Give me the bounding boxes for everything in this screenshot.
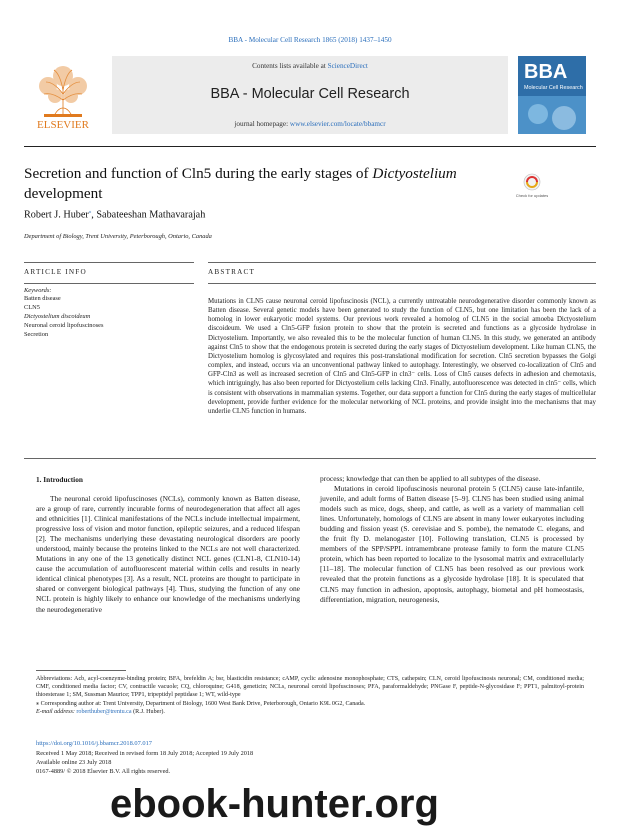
title-italic: Dictyostelium [372, 165, 457, 182]
title-part1: Secretion and function of Cln5 during the early stages of [24, 165, 373, 182]
email-label: E-mail address: [36, 708, 77, 715]
journal-cover-image[interactable] [518, 56, 586, 134]
received-dates: Received 1 May 2018; Received in revised form 18 July 2018; Accepted 19 July 2018 [36, 750, 254, 757]
email-link[interactable]: roberthuber@trentu.ca [76, 708, 132, 715]
article-title [24, 164, 474, 204]
journal-title: BBA - Molecular Cell Research [210, 86, 410, 102]
article-info-heading: ARTICLE INFO [24, 268, 87, 276]
abstract-bottom-rule [24, 458, 596, 459]
affiliation: Department of Biology, Trent University, Peterborough, Ontario, Canada [24, 233, 212, 240]
keyword: Secretion [24, 331, 49, 338]
authors [24, 209, 205, 220]
abstract-text: Mutations in CLN5 cause neuronal ceroid lipofuscinosis (NCL), a currently untreatable neurodegenerative disorder commonly known as Batten disease. Several genetic models have been generated to study the function of CLN5, but one limitation has been the lack of a homolog in lower eukaryotic model systems. Our previous work revealed a homolog of CLN5 in the social amoeba Dictyostelium discoideum. We used a Cln5-GFP fusion protein to show that the protein is secreted and functions as a glycoside hydrolase in Dictyostelium. Importantly, we also revealed this to be the molecular function of human CLN5. In this study, we generated an antibody against Cln5 to show that the endogenous protein is secreted during the early stages of Dictyostelium development. Like human CLN5, the Dictyostelium homolog is glycosylated and requires this post-translational modification for secretion. Cln5 secretion bypasses the Golgi complex, and instead, occurs via an unconventional pathway linked to autophagy. Interestingly, we observed co-localization of Cln5 and GFP-Cln3 as well as increased secretion of Cln5 and Cln5-GFP in cln3⁻ cells. Loss of Cln5 causes defects in adhesion and chemotaxis, which intriguingly, has also been reported for Dictyostelium cells lacking Cln3. Finally, autofluorescence was detected in cln5⁻ cells, which is consistent with observations in mammalian systems. Together, our data support a function for Cln5 during the early stages of multicellular development, provide further evidence for the molecular networking of NCL proteins, and provide insight into the mechanisms that may underlie CLN5 function in humans. [208, 298, 596, 415]
elsevier-logo-text: ELSEVIER [37, 119, 89, 131]
sciencedirect-link[interactable]: ScienceDirect [327, 62, 368, 70]
email-suffix: (R.J. Huber). [131, 708, 165, 715]
keywords-block [24, 287, 194, 339]
corresponding-mark[interactable]: ⁎ [88, 210, 92, 215]
keyword: CLN5 [24, 304, 40, 311]
abstract-rule-2 [208, 283, 596, 284]
contents-prefix: Contents lists available at [252, 62, 328, 70]
cover-title: BBA [524, 61, 568, 83]
author-2[interactable]: , Sabateeshan Mathavarajah [91, 209, 206, 221]
watermark: ebook-hunter.org [110, 782, 439, 826]
check-updates-label: Check for updates [516, 193, 548, 198]
footnote-rule [36, 670, 126, 671]
article-info-rule [24, 262, 194, 263]
introduction-left-column: The neuronal ceroid lipofuscinoses (NCLs), commonly known as Batten disease, are a group of rare, currently incurable forms of neurodegeneration that affect all ages and ethnicities [1]. Clinical manifestations of the NCLs include intellectual impairment, progressive loss of vision and motor function, epileptic seizures, and a reduced lifespan [2]. The mechanisms underlying these devastating neurological disorders are poorly understood, mainly because the proteins linked to the NCLs are not well characterized. Mutations in any one of the 13 genetically distinct NCL genes (CLN1-8, CLN10-14) cause the accumulation of autofluorescent material within cells and results in nearly identical clinical phenotypes [3]. As a result, NCL proteins are thought to participate in shared or convergent biological pathways [4]. Thus, studying the function of any one NCL protein is highly likely to enhance our knowledge of the mechanisms underlying the neurodegenerative [36, 494, 300, 614]
author-1[interactable]: Robert J. Huber [24, 209, 89, 221]
keyword: Neuronal ceroid lipofuscinoses [24, 322, 104, 329]
introduction-heading: 1. Introduction [36, 475, 83, 484]
elsevier-logo [24, 56, 102, 134]
keywords-label: Keywords: [24, 287, 52, 294]
journal-header-box [112, 56, 508, 134]
abbreviations-note: Abbreviations: Acb, acyl-coenzyme-binding protein; BFA, brefeldin A; bsr, blasticidin resistance; cAMP, cyclic adenosine monophosphate; CTS, cathepsin; CLN, ceroid lipofuscinosis neuronal; CM, conditioned media; CMF, conditioned media factor; CV, contractile vacuole; CQ, chloroquine; G418, geneticin; NCLs, neuronal ceroid lipofuscinoses; PFA, paraformaldehyde; PNGase F, peptide-N-glycosidase F; PPT1, palmitoyl-protein thioesterase 1; SM, Sussman Maurice; TPP1, tripeptidyl peptidase 1; WT, wild-type [36, 676, 584, 699]
check-for-updates-badge[interactable] [516, 170, 548, 202]
corresponding-author-note: ⁎ Corresponding author at: Trent University, Department of Biology, 1600 West Bank Drive, Peterborough, Ontario K9L 0G2, Canada. [36, 700, 366, 707]
paragraph: Mutations in ceroid lipofuscinosis neuronal protein 5 (CLN5) cause late-infantile, juvenile, and adult forms of Batten disease [5–9]. CLN5 has been studied using animal models such as mice, dogs, sheep, and cattle, as well as a variety of mammalian cell lines. Unfortunately, homologs of CLN5 are absent in many lower eukaryotes including budding and fission yeast (S. cerevisiae and S. pombe), the nematode C. elegans, and the fruit fly D. melanogaster [10]. Following translation, CLN5 is processed by members of the SPP/SPPL intramembrane protease family to form the mature CLN5 protein, which has been reported to localize to the lysosomal matrix and extracellularly [11–18]. The molecular function of CLN5 has been resolved as our previous work revealed that the protein functions as a glycoside hydrolase [18]. It is speculated that CLN5 may function in adhesion, apoptosis, autophagy, biometal and pH homeostasis, differentiation, migration, neurogenesis, [320, 484, 584, 604]
keyword: Dictyostelium discoideum [24, 313, 91, 320]
header-divider [24, 146, 596, 147]
copyright: 0167-4889/ © 2018 Elsevier B.V. All rights reserved. [36, 768, 171, 775]
article-info-rule-2 [24, 283, 194, 284]
journal-reference[interactable]: BBA - Molecular Cell Research 1865 (2018) 1437–1450 [228, 36, 392, 44]
title-part2: development [24, 185, 103, 202]
abstract-rule [208, 262, 596, 263]
abstract-heading: ABSTRACT [208, 268, 256, 276]
contents-line [112, 62, 508, 70]
homepage-prefix: journal homepage: [234, 120, 290, 128]
introduction-right-column [320, 474, 584, 605]
footnotes [36, 675, 584, 716]
available-online: Available online 23 July 2018 [36, 759, 112, 766]
homepage-link[interactable]: www.elsevier.com/locate/bbamcr [289, 120, 386, 128]
paragraph: process; knowledge that can then be applied to all subtypes of the disease. [320, 474, 541, 483]
cover-subtitle: Molecular Cell Research [524, 85, 583, 91]
journal-homepage [112, 120, 508, 128]
keyword: Batten disease [24, 295, 61, 302]
doi-link[interactable]: https://doi.org/10.1016/j.bbamcr.2018.07.017 [36, 740, 152, 747]
email-note [36, 708, 584, 716]
